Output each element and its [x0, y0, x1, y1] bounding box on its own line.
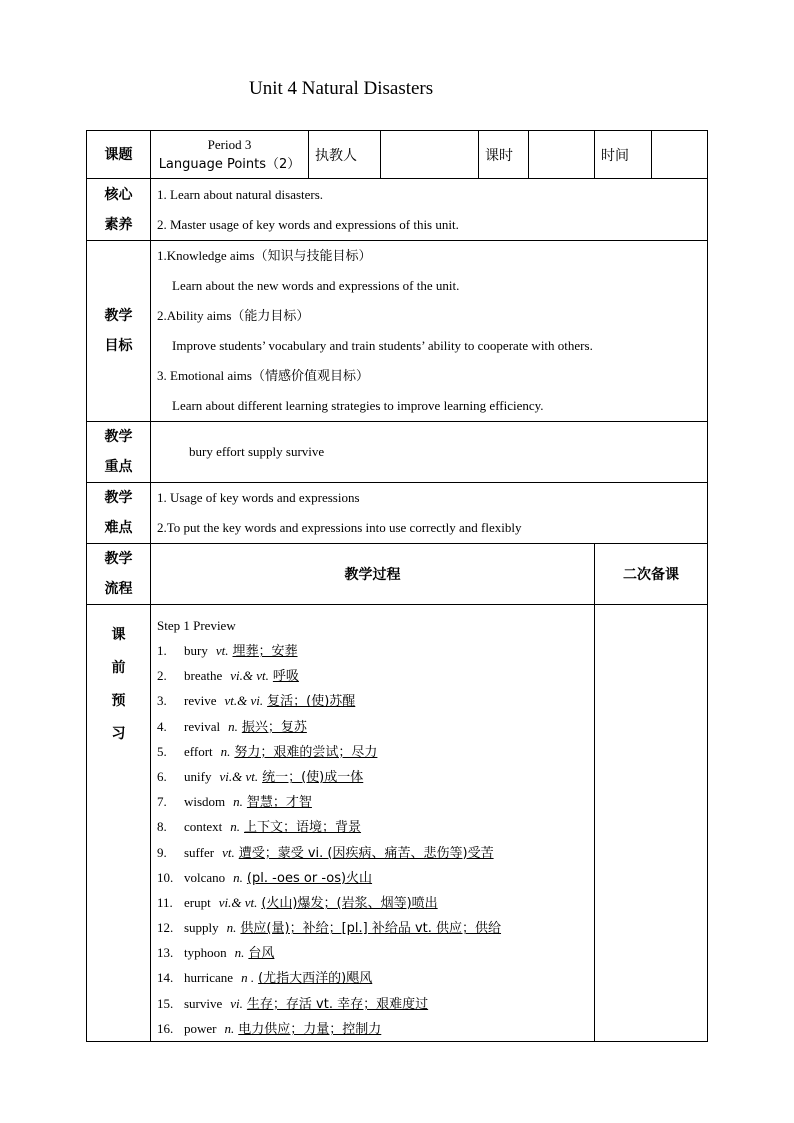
vocab-number: 6. — [157, 768, 167, 784]
vocab-pos: n. — [220, 743, 231, 759]
vocab-item — [157, 789, 594, 814]
core-label-2: 素养 — [104, 216, 133, 233]
vocab-pos: n. — [233, 794, 243, 810]
ability-aims-heading: 2.Ability aims（能力目标） — [157, 308, 310, 323]
vocab-pos: vt. — [222, 844, 235, 860]
vocab-number: 13. — [157, 945, 174, 961]
aims-content — [151, 241, 708, 422]
core-label-1: 核心 — [104, 186, 133, 203]
vocab-number: 14. — [157, 970, 174, 986]
vocab-meaning: 供应(量)；补给；[pl.] 补给品 vt. 供应；供给 — [240, 921, 502, 937]
difficulty-label — [87, 483, 151, 544]
vocab-number: 7. — [157, 794, 167, 810]
step-heading: Step 1 Preview — [157, 618, 236, 633]
vocab-pos: vt.& vi. — [224, 693, 264, 709]
focus-content: bury effort supply survive — [151, 422, 708, 483]
vocab-pos: vt. — [215, 643, 229, 658]
core-content — [151, 179, 708, 241]
ability-aims-text: Improve students’ vocabulary and train students’ ability to cooperate with others. — [172, 338, 593, 353]
vocab-meaning: (火山)爆发；(岩浆、烟等)喷出 — [261, 895, 438, 911]
vocab-item — [157, 1016, 594, 1041]
preview-char: 课 — [111, 627, 126, 643]
aims-row — [87, 241, 708, 422]
vocab-meaning: (尤指大西洋的)飓风 — [258, 971, 373, 987]
vocab-word: power — [184, 1020, 217, 1036]
vocab-pos: vi.& vt. — [218, 894, 258, 910]
vocab-number: 16. — [157, 1020, 174, 1036]
vocab-number: 8. — [157, 819, 167, 835]
page-title: Unit 4 Natural Disasters — [249, 78, 434, 99]
vocab-number: 3. — [157, 693, 167, 709]
knowledge-aims-text: Learn about the new words and expressions of the unit. — [172, 278, 460, 293]
vocab-item — [157, 814, 594, 839]
vocab-pos: n. — [226, 920, 237, 936]
vocab-item — [157, 890, 594, 915]
vocab-meaning: 电力供应；力量；控制力 — [238, 1021, 382, 1037]
vocab-list — [157, 638, 594, 1041]
vocab-word: context — [184, 819, 223, 835]
vocab-pos: n. — [233, 869, 243, 885]
aims-label-1: 教学 — [104, 308, 133, 324]
vocab-item — [157, 714, 594, 739]
core-line: 1. Learn about natural disasters. — [157, 186, 324, 202]
vocab-item — [157, 688, 594, 713]
preview-char: 前 — [111, 660, 126, 676]
vocab-number: 1. — [157, 643, 167, 658]
aims-label-2: 目标 — [104, 338, 133, 354]
vocab-item — [157, 663, 594, 688]
vocab-item — [157, 965, 594, 990]
process-main-header: 教学过程 — [151, 544, 595, 605]
difficulty-row — [87, 483, 708, 544]
vocab-item — [157, 991, 594, 1016]
difficulty-line: 2.To put the key words and expressions into use correctly and flexibly — [157, 520, 522, 535]
core-line: 2. Master usage of key words and expressions of this unit. — [157, 216, 459, 232]
topic-label: 课题 — [87, 131, 151, 179]
header-row — [87, 131, 708, 179]
process-side-header: 二次备课 — [595, 544, 708, 605]
vocab-meaning: 努力；艰难的尝试；尽力 — [234, 744, 378, 760]
vocab-word: revive — [184, 693, 217, 709]
teacher-label: 执教人 — [309, 131, 381, 179]
process-label — [87, 544, 151, 605]
period-line-2: Language Points（2） — [158, 156, 301, 172]
vocab-item — [157, 764, 594, 789]
core-label — [87, 179, 151, 241]
vocab-meaning: (pl. -oes or -os)火山 — [246, 870, 373, 886]
vocab-number: 4. — [157, 718, 167, 734]
focus-label-2: 重点 — [104, 459, 133, 475]
vocab-number: 10. — [157, 869, 174, 885]
aims-label — [87, 241, 151, 422]
vocab-item — [157, 915, 594, 940]
vocab-number: 9. — [157, 844, 167, 860]
vocab-meaning: 复活；(使)苏醒 — [267, 694, 356, 710]
vocab-meaning: 智慧；才智 — [246, 795, 312, 811]
vocab-pos: n. — [228, 718, 238, 734]
hours-value — [529, 131, 595, 179]
vocab-word: survive — [184, 995, 223, 1011]
vocab-pos: n. — [234, 945, 245, 961]
emotional-aims-heading: 3. Emotional aims（情感价值观目标） — [157, 368, 369, 383]
vocab-pos: vi. — [230, 995, 243, 1011]
second-prep-cell — [595, 605, 708, 1042]
vocab-word: unify — [184, 768, 212, 784]
vocab-item — [157, 638, 594, 663]
difficulty-label-1: 教学 — [104, 490, 133, 506]
vocab-meaning: 呼吸 — [272, 669, 299, 685]
vocab-word: effort — [184, 743, 213, 759]
vocab-word: revival — [184, 718, 221, 734]
period-cell — [151, 131, 309, 179]
time-value — [652, 131, 708, 179]
vocab-meaning: 埋葬；安葬 — [232, 644, 298, 659]
teacher-value — [381, 131, 479, 179]
vocab-word: typhoon — [184, 945, 227, 961]
preview-side-label — [87, 605, 151, 1042]
vocab-word: supply — [184, 920, 219, 936]
preview-char: 预 — [111, 693, 126, 709]
knowledge-aims-heading: 1.Knowledge aims（知识与技能目标） — [157, 248, 372, 263]
process-label-1: 教学 — [104, 551, 133, 567]
vocab-word: wisdom — [184, 794, 226, 810]
vocab-pos: vi.& vt. — [230, 668, 269, 684]
vocab-word: volcano — [184, 869, 226, 885]
focus-label-1: 教学 — [104, 429, 133, 445]
vocab-meaning: 振兴；复苏 — [241, 719, 307, 735]
vocab-pos: n. — [230, 819, 241, 835]
vocab-number: 12. — [157, 920, 174, 936]
core-row — [87, 179, 708, 241]
vocab-meaning: 生存；存活 vt. 幸存；艰难度过 — [246, 996, 429, 1012]
vocab-word: bury — [184, 643, 208, 658]
process-label-2: 流程 — [104, 581, 133, 597]
vocab-number: 5. — [157, 743, 167, 759]
vocab-pos: n . — [241, 970, 255, 986]
vocab-item — [157, 940, 594, 965]
vocab-meaning: 台风 — [248, 946, 275, 962]
vocab-item — [157, 865, 594, 890]
preview-char: 习 — [111, 726, 126, 742]
lesson-plan-table — [86, 130, 708, 1042]
preview-row — [87, 605, 708, 1042]
vocab-number: 15. — [157, 995, 174, 1011]
vocab-pos: n. — [224, 1020, 235, 1036]
process-row — [87, 544, 708, 605]
vocab-item — [157, 840, 594, 865]
difficulty-content — [151, 483, 708, 544]
vocab-meaning: 统一；(使)成一体 — [262, 769, 364, 785]
hours-label: 课时 — [479, 131, 529, 179]
vocab-word: erupt — [184, 894, 211, 910]
vocab-item — [157, 739, 594, 764]
vocab-word: suffer — [184, 844, 215, 860]
preview-content — [151, 605, 595, 1042]
emotional-aims-text: Learn about different learning strategies to improve learning efficiency. — [172, 398, 544, 413]
vocab-word: breathe — [184, 668, 223, 684]
period-line-1: Period 3 — [207, 136, 252, 152]
vocab-meaning: 上下文；语境；背景 — [244, 820, 362, 836]
vocab-pos: vi.& vt. — [219, 768, 259, 784]
difficulty-line: 1. Usage of key words and expressions — [157, 490, 360, 505]
vocab-number: 2. — [157, 668, 167, 684]
vocab-number: 11. — [157, 894, 173, 910]
vocab-word: hurricane — [184, 970, 234, 986]
focus-row — [87, 422, 708, 483]
difficulty-label-2: 难点 — [104, 520, 133, 536]
time-label: 时间 — [595, 131, 652, 179]
focus-label — [87, 422, 151, 483]
vocab-meaning: 遭受；蒙受 vi. (因疾病、痛苦、悲伤等)受苦 — [238, 845, 494, 861]
